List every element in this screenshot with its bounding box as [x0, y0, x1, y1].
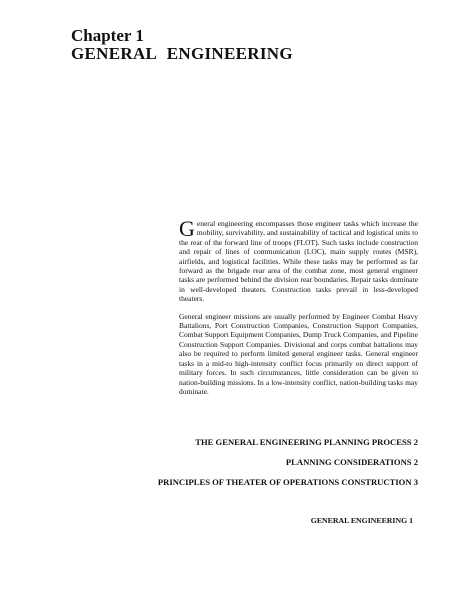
chapter-number: Chapter 1 [71, 26, 144, 45]
intro-paragraph-1 [179, 216, 418, 304]
page-footer: GENERAL ENGINEERING 1 [310, 516, 413, 525]
drop-cap: G [179, 216, 195, 241]
chapter-contents [100, 437, 418, 497]
intro-text [179, 216, 418, 404]
toc-entry-planning-considerations[interactable]: PLANNING CONSIDERATIONS 2 [285, 457, 418, 467]
toc-entry-planning-process[interactable]: THE GENERAL ENGINEERING PLANNING PROCESS 2 [195, 437, 418, 447]
chapter-title: GENERAL ENGINEERING [71, 44, 293, 63]
intro-paragraph-2: General engineer missions are usually performed by Engineer Combat Heavy Battalions, Port Construction Companies, Construction Support Companies, Combat Support Equipment Companies, Dump Truck Companies, and Pipeline Construction Support Companies. Divisional and corps combat battalions may also be required to perform limited general engineer tasks. General engineer tasks in a mid-to high-intensity conflict focus primarily on direct support of military forces. In such circumstances, little consideration can be given to nation-building missions. In a low-intensity conflict, nation-building tasks may dominate. [179, 311, 418, 396]
toc-entry-principles-construction[interactable]: PRINCIPLES OF THEATER OF OPERATIONS CONSTRUCTION 3 [157, 477, 418, 487]
chapter-heading [71, 27, 293, 62]
intro-paragraph-1-text: eneral engineering encompasses those engineer tasks which increase the mobility, survivability, and sustainability of tactical and logistical units to the rear of the forward line of troops (FLOT). Such tasks include construction and repair of lines of communication (LOC), main supply routes (MSR), airfields, and logistical facilities. While these tasks may be performed as far forward as the brigade rear area of the combat zone, most general engineer tasks are performed behind the division rear boundaries. Repair tasks dominate in well-developed theaters. Construction tasks prevail in less-developed theaters. [179, 219, 418, 304]
